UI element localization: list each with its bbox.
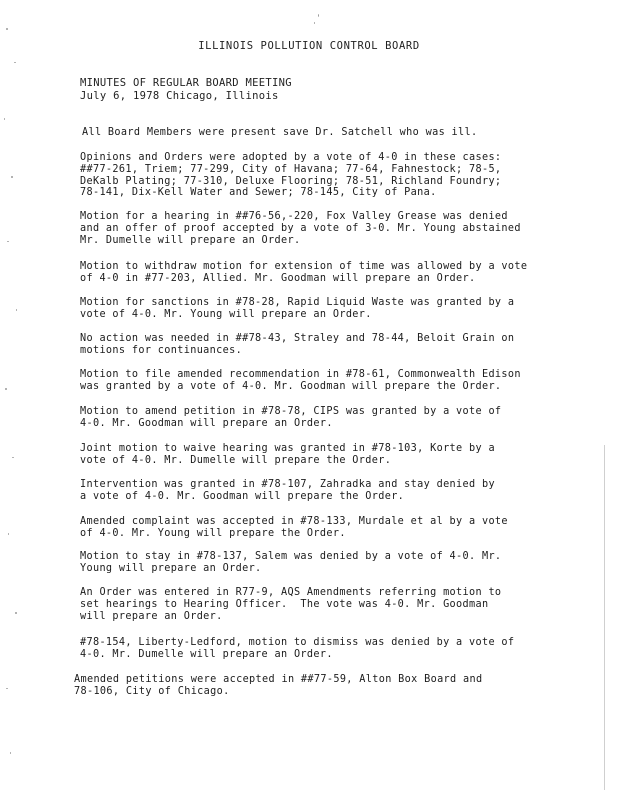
- scan-speck: [6, 688, 8, 689]
- minutes-paragraph: Motion to file amended recommendation in #78-61, Commonwealth Edison was granted by a vote of 4-0. Mr. Goodman will prepare the Order.: [80, 369, 521, 392]
- scan-speck: [6, 28, 8, 30]
- scan-speck: [314, 22, 315, 24]
- scan-speck: [4, 118, 5, 120]
- minutes-title: MINUTES OF REGULAR BOARD MEETING: [80, 77, 292, 89]
- minutes-paragraph: Motion for sanctions in #78-28, Rapid Liquid Waste was granted by a vote of 4-0. Mr. Young will prepare an Order.: [80, 297, 515, 320]
- scan-speck: [11, 176, 13, 178]
- scan-speck: [10, 752, 11, 754]
- scan-speck: [15, 612, 17, 614]
- meeting-header: [80, 77, 292, 102]
- minutes-paragraph: Amended complaint was accepted in #78-133, Murdale et al by a vote of 4-0. Mr. Young will prepare the Order.: [80, 516, 508, 539]
- minutes-paragraph: An Order was entered in R77-9, AQS Amendments referring motion to set hearings to Hearing Officer. The vote was 4-0. Mr. Goodman will prepare an Order.: [80, 587, 502, 622]
- meeting-date-location: July 6, 1978 Chicago, Illinois: [80, 89, 279, 102]
- minutes-paragraph: Joint motion to waive hearing was granted in #78-103, Korte by a vote of 4-0. Mr. Dumelle will prepare the Order.: [80, 443, 495, 466]
- minutes-paragraph: Amended petitions were accepted in ##77-59, Alton Box Board and 78-106, City of Chicago.: [74, 674, 483, 697]
- scan-speck: [318, 14, 319, 17]
- attendance-paragraph: All Board Members were present save Dr. Satchell who was ill.: [82, 127, 478, 138]
- scan-speck: [12, 457, 14, 458]
- scan-speck: [8, 533, 9, 535]
- minutes-paragraph: No action was needed in ##78-43, Straley and 78-44, Beloit Grain on motions for continuances.: [80, 333, 515, 356]
- minutes-paragraph: Intervention was granted in #78-107, Zahradka and stay denied by a vote of 4-0. Mr. Goodman will prepare the Order.: [80, 479, 495, 502]
- board-heading: ILLINOIS POLLUTION CONTROL BOARD: [198, 40, 420, 52]
- scan-speck: [16, 309, 17, 311]
- scan-speck: [7, 241, 9, 242]
- minutes-paragraph: Motion to amend petition in #78-78, CIPS was granted by a vote of 4-0. Mr. Goodman will prepare an Order.: [80, 406, 502, 429]
- scan-edge-line: [604, 445, 605, 790]
- opinions-paragraph: Opinions and Orders were adopted by a vote of 4-0 in these cases: ##77-261, Triem; 77-299, City of Havana; 77-64, Fahnestock; 78-5, DeKalb Plating; 77-310, Deluxe Flooring; 78-51, Richland Foundry; 78-141, Dix-Kell Water and Sewer; 78-145, City of Pana.: [80, 152, 502, 199]
- minutes-paragraph: Motion for a hearing in ##76-56,-220, Fox Valley Grease was denied and an offer of proof accepted by a vote of 3-0. Mr. Young abstained Mr. Dumelle will prepare an Order.: [80, 211, 521, 246]
- scan-speck: [14, 62, 16, 63]
- minutes-paragraph: #78-154, Liberty-Ledford, motion to dismiss was denied by a vote of 4-0. Mr. Dumelle will prepare an Order.: [80, 637, 515, 660]
- scan-speck: [5, 388, 7, 390]
- minutes-paragraph: Motion to withdraw motion for extension of time was allowed by a vote of 4-0 in #77-203, Allied. Mr. Goodman will prepare an Order.: [80, 261, 528, 284]
- minutes-paragraph: Motion to stay in #78-137, Salem was denied by a vote of 4-0. Mr. Young will prepare an Order.: [80, 551, 502, 574]
